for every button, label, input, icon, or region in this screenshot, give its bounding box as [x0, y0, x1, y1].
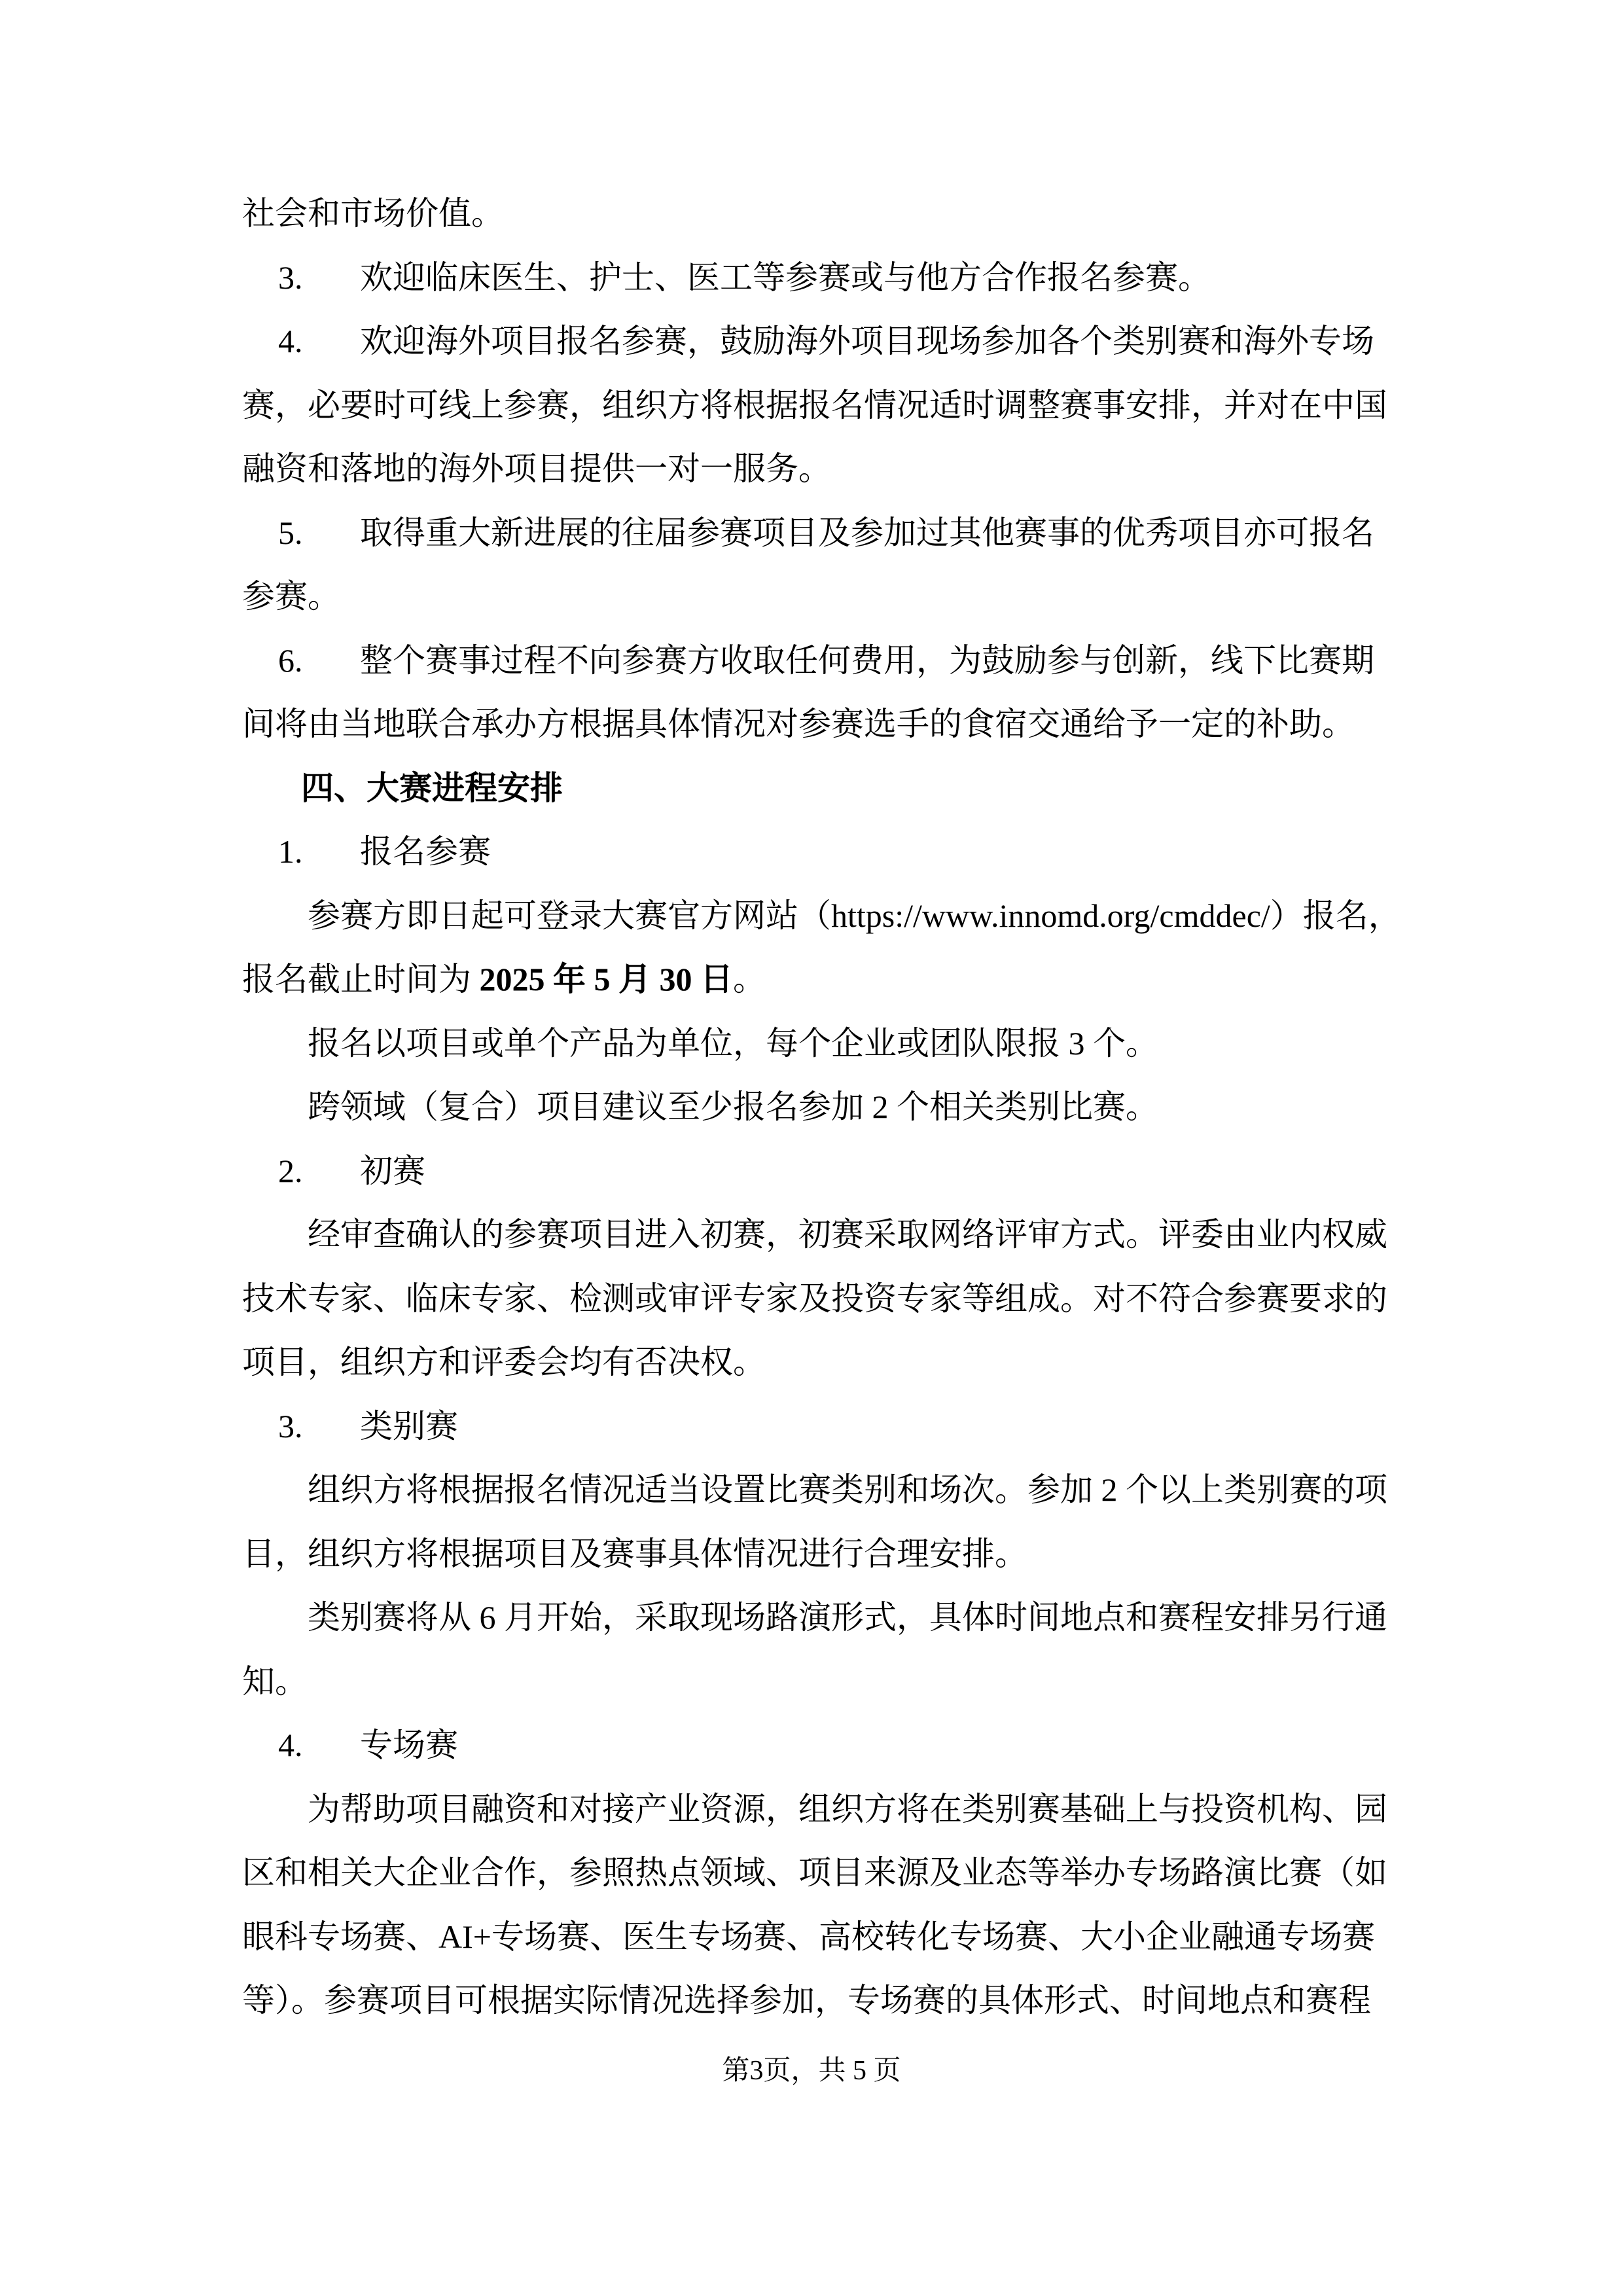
- text-line: 技术专家、临床专家、检测或审评专家及投资专家等组成。对不符合参赛要求的: [242, 1280, 1387, 1317]
- text-line: 知。: [242, 1662, 308, 1700]
- page-footer: 第3页，共 5 页: [722, 2056, 901, 2086]
- text-line: [242, 1713, 1394, 1778]
- document-body: [242, 182, 1401, 2033]
- list-number: 5.: [278, 514, 303, 551]
- text-line: [242, 629, 1394, 693]
- list-number: 1.: [278, 833, 303, 870]
- text-line: 跨领域（复合）项目建议至少报名参加 2 个相关类别比赛。: [308, 1088, 1158, 1125]
- text-line: 眼科专场赛、AI+专场赛、医生专场赛、高校转化专场赛、大小企业融通专场赛: [242, 1918, 1375, 1955]
- text-line: 项目，组织方和评委会均有否决权。: [242, 1344, 766, 1380]
- list-number: 6.: [278, 641, 303, 679]
- list-number: 4.: [278, 323, 303, 359]
- list-item-text: 报名参赛: [360, 833, 491, 870]
- list-number: 4.: [278, 1727, 303, 1763]
- text-line: 为帮助项目融资和对接产业资源，组织方将在类别赛基础上与投资机构、园: [308, 1790, 1387, 1827]
- list-number: 3.: [278, 259, 303, 296]
- deadline-date-text: 2025 年 5 月 30 日: [479, 961, 733, 997]
- text-line: 经审查确认的参赛项目进入初赛，初赛采取网络评审方式。评委由业内权威: [308, 1216, 1387, 1253]
- text-line: 类别赛将从 6 月开始，采取现场路演形式，具体时间地点和赛程安排另行通: [308, 1599, 1387, 1636]
- text-line: 参赛方即日起可登录大赛官方网站（https://www.innomd.org/cmddec/）报名，: [308, 897, 1401, 934]
- text-line: 赛，必要时可线上参赛，组织方将根据报名情况适时调整赛事安排，并对在中国: [242, 386, 1387, 423]
- text-line: 目，组织方将根据项目及赛事具体情况进行合理安排。: [242, 1535, 1027, 1572]
- section-heading: 四、大赛进程安排: [301, 769, 563, 806]
- text-run: 报名截止时间为: [242, 961, 480, 997]
- text-line: 区和相关大企业合作，参照热点领域、项目来源及业态等举办专场路演比赛（如: [242, 1854, 1387, 1891]
- list-item-text: 整个赛事过程不向参赛方收取任何费用，为鼓励参与创新，线下比赛期: [360, 641, 1374, 679]
- text-line: [242, 1139, 1394, 1204]
- text-line: [242, 1395, 1394, 1459]
- text-line: 间将由当地联合承办方根据具体情况对参赛选手的食宿交通给予一定的补助。: [242, 706, 1355, 742]
- list-item-text: 专场赛: [360, 1727, 458, 1763]
- text-line: [242, 501, 1394, 565]
- list-item-text: 取得重大新进展的往届参赛项目及参加过其他赛事的优秀项目亦可报名: [360, 514, 1374, 551]
- text-line: 组织方将根据报名情况适当设置比赛类别和场次。参加 2 个以上类别赛的项: [308, 1471, 1387, 1508]
- text-line: [242, 820, 1394, 884]
- text-line: [242, 246, 1394, 310]
- list-item-text: 欢迎临床医生、护士、医工等参赛或与他方合作报名参赛。: [360, 259, 1211, 296]
- text-run: 。: [733, 961, 766, 997]
- text-line: 融资和落地的海外项目提供一对一服务。: [242, 450, 831, 487]
- text-line: 社会和市场价值。: [242, 195, 504, 232]
- list-item-text: 类别赛: [360, 1407, 458, 1444]
- text-line: 等）。参赛项目可根据实际情况选择参加，专场赛的具体形式、时间地点和赛程: [242, 1982, 1371, 2018]
- list-number: 3.: [278, 1407, 303, 1444]
- text-line: [242, 948, 1394, 1012]
- list-item-text: 初赛: [360, 1152, 425, 1189]
- list-number: 2.: [278, 1152, 303, 1189]
- text-line: 参赛。: [242, 578, 340, 615]
- list-item-text: 欢迎海外项目报名参赛，鼓励海外项目现场参加各个类别赛和海外专场: [360, 323, 1374, 359]
- text-line: [242, 310, 1394, 374]
- text-line: 报名以项目或单个产品为单位，每个企业或团队限报 3 个。: [308, 1024, 1158, 1062]
